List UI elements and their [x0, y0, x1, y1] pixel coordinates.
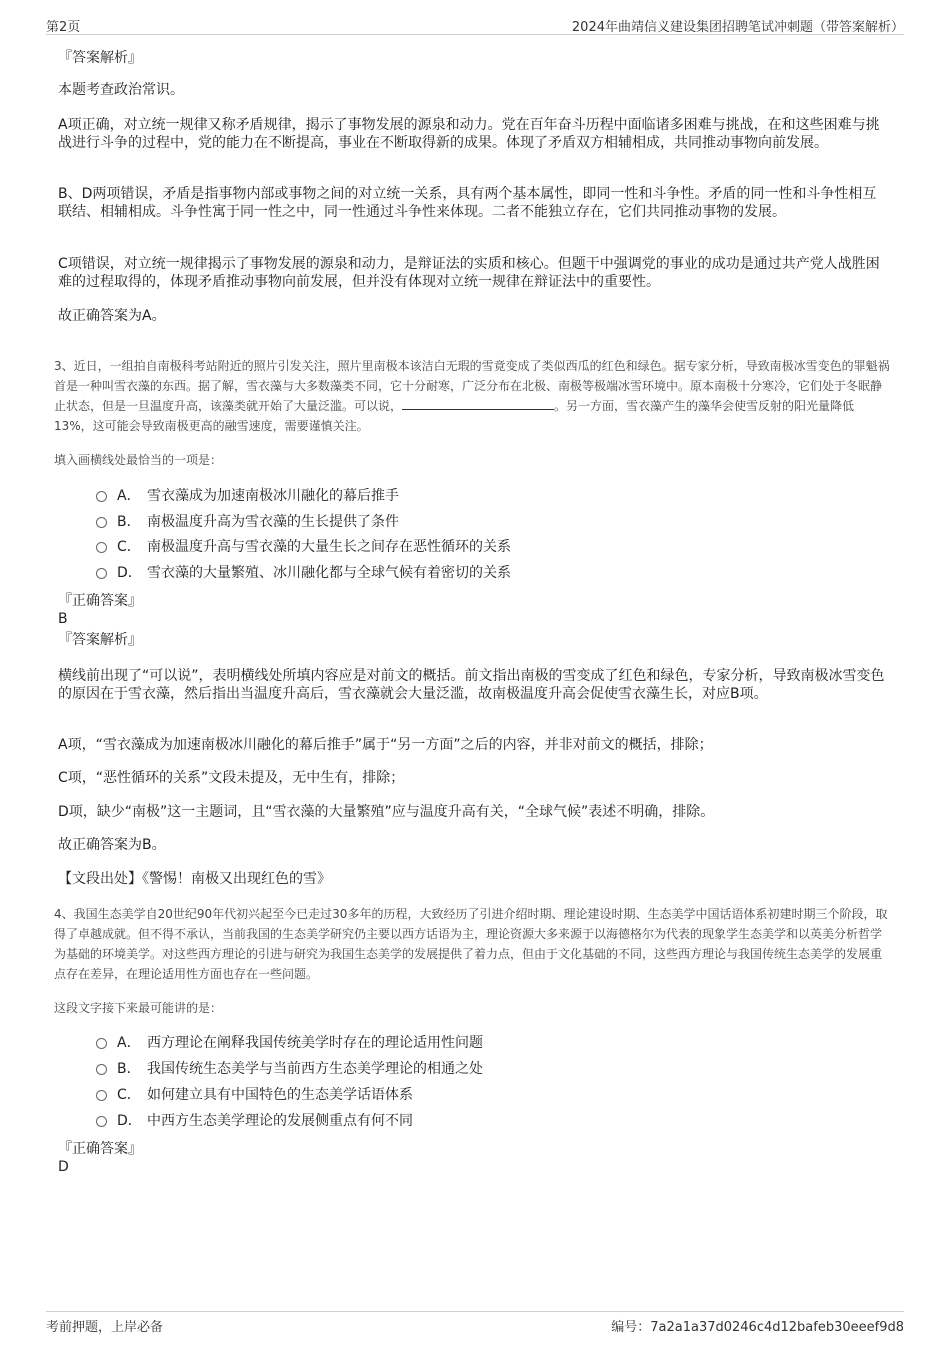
analysis-paragraph-c: C项错误，对立统一规律揭示了事物发展的源泉和动力，是辩证法的实质和核心。但题干中强调党的事业的成功是通过共产党人战胜困难的过程取得的，体现矛盾推动事物向前发展，但并没有体现对立统一规律在辩证法中的重要性。	[58, 256, 880, 290]
analysis-paragraph-bd: B、D两项错误，矛盾是指事物内部或事物之间的对立统一关系，具有两个基本属性，即同一性和斗争性。矛盾的同一性和斗争性相互联结、相辅相成。斗争性寓于同一性之中，同一性通过斗争性来体现。二者不能独立存在，它们共同推动事物的发展。	[58, 186, 877, 220]
question-4-prompt: 这段文字接下来最可能讲的是：	[54, 1001, 223, 1015]
text-source: 【文段出处】《警惕！南极又出现红色的雪》	[58, 871, 331, 887]
question-4-stem: 4、我国生态美学自20世纪90年代初兴起至今已走过30多年的历程，大致经历了引进介绍时期、理论建设时期、生态美学中国话语体系初建时期三个阶段，取得了卓越成就。但不得不承认，当前我国的生态美学研究仍主要以西方话语为主，理论资源大多来源于以海德格尔为代表的现象学生态美学和以英美分析哲学为基础的环境美学。对这些西方理论的引进与研究为我国生态美学的发展提供了着力点，但由于文化基础的不同，这些西方理论与我国传统生态美学的发展重点存在差异，在理论适用性方面也存在一些问题。	[54, 907, 888, 981]
radio-button[interactable]	[96, 1116, 107, 1127]
page-header	[46, 14, 904, 35]
analysis-paragraph-main: 横线前出现了“可以说”，表明横线处所填内容应是对前文的概括。前文指出南极的雪变成了红色和绿色，专家分析，导致南极冰雪变色的原因在于雪衣藻，然后指出当温度升高后，雪衣藻就会大量泛滥，故南极温度升高会促使雪衣藻生长，对应B项。	[58, 668, 885, 702]
radio-button[interactable]	[96, 568, 107, 579]
correct-answer: D	[58, 1159, 69, 1175]
question-3-option-a[interactable]: A． 雪衣藻成为加速南极冰川融化的幕后推手	[96, 485, 399, 505]
analysis-conclusion: 故正确答案为A。	[58, 308, 166, 324]
radio-button[interactable]	[96, 1064, 107, 1075]
answer-analysis-heading: 『答案解析』	[58, 50, 142, 66]
footer-slogan: 考前押题，上岸必备	[46, 1320, 164, 1335]
fill-blank	[402, 397, 554, 410]
radio-button[interactable]	[96, 1090, 107, 1101]
analysis-paragraph-a: A项正确，对立统一规律又称矛盾规律，揭示了事物发展的源泉和动力。党在百年奋斗历程中面临诸多困难与挑战，在和这些困难与挑战进行斗争的过程中，党的能力在不断提高，事业在不断取得新的成果。体现了矛盾双方相辅相成，共同推动事物向前发展。	[58, 117, 880, 151]
question-3-option-d[interactable]: D． 雪衣藻的大量繁殖、冰川融化都与全球气候有着密切的关系	[96, 562, 511, 582]
question-3-option-b[interactable]: B． 南极温度升高为雪衣藻的生长提供了条件	[96, 511, 399, 531]
page-footer	[46, 1311, 904, 1336]
question-3-option-c[interactable]: C． 南极温度升高与雪衣藻的大量生长之间存在恶性循环的关系	[96, 536, 511, 556]
analysis-paragraph-c: C项，“恶性循环的关系”文段未提及，无中生有，排除；	[58, 770, 405, 786]
radio-button[interactable]	[96, 542, 107, 553]
radio-button[interactable]	[96, 491, 107, 502]
question-4-option-a[interactable]: A． 西方理论在阐释我国传统美学时存在的理论适用性问题	[96, 1032, 483, 1052]
document-title: 2024年曲靖信义建设集团招聘笔试冲刺题（带答案解析）	[571, 20, 904, 35]
correct-answer-heading: 『正确答案』	[58, 1141, 142, 1157]
radio-button[interactable]	[96, 517, 107, 528]
question-4-option-d[interactable]: D． 中西方生态美学理论的发展侧重点有何不同	[96, 1110, 413, 1130]
answer-analysis-heading: 『答案解析』	[58, 632, 142, 648]
document-code: 编号：7a2a1a37d0246c4d12bafeb30eeef9d8	[611, 1320, 904, 1335]
question-4-option-b[interactable]: B． 我国传统生态美学与当前西方生态美学理论的相通之处	[96, 1058, 483, 1078]
correct-answer: B	[58, 611, 68, 627]
question-4-option-c[interactable]: C． 如何建立具有中国特色的生态美学话语体系	[96, 1084, 413, 1104]
radio-button[interactable]	[96, 1038, 107, 1049]
analysis-paragraph-d: D项，缺少“南极”这一主题词，且“雪衣藻的大量繁殖”应与温度升高有关，“全球气候”表述不明确，排除。	[58, 804, 715, 820]
page-number: 第2页	[46, 20, 81, 35]
analysis-paragraph-a: A项，“雪衣藻成为加速南极冰川融化的幕后推手”属于“另一方面”之后的内容，并非对前文的概括，排除；	[58, 737, 713, 753]
question-3-prompt: 填入画横线处最恰当的一项是：	[54, 453, 223, 467]
correct-answer-heading: 『正确答案』	[58, 593, 142, 609]
analysis-intro: 本题考查政治常识。	[58, 82, 184, 98]
question-3-stem: 3、近日，一组拍自南极科考站附近的照片引发关注，照片里南极本该洁白无瑕的雪竟变成了类似西瓜的红色和绿色。据专家分析，导致南极冰雪变色的罪魁祸首是一种叫雪衣藻的东西。据了解，雪衣藻与大多数藻类不同，它十分耐寒，广泛分布在北极、南极等极端冰雪环境中。原本南极十分寒冷，它们处于冬眠静止状态，但是一旦温度升高，该藻类就开始了大量泛滥。可以说， 。另一方面，雪衣藻产生的藻华会使雪反射的阳光量降低13%，这可能会导致南极更高的融雪速度，需要谨慎关注。	[54, 359, 890, 433]
analysis-conclusion: 故正确答案为B。	[58, 837, 166, 853]
